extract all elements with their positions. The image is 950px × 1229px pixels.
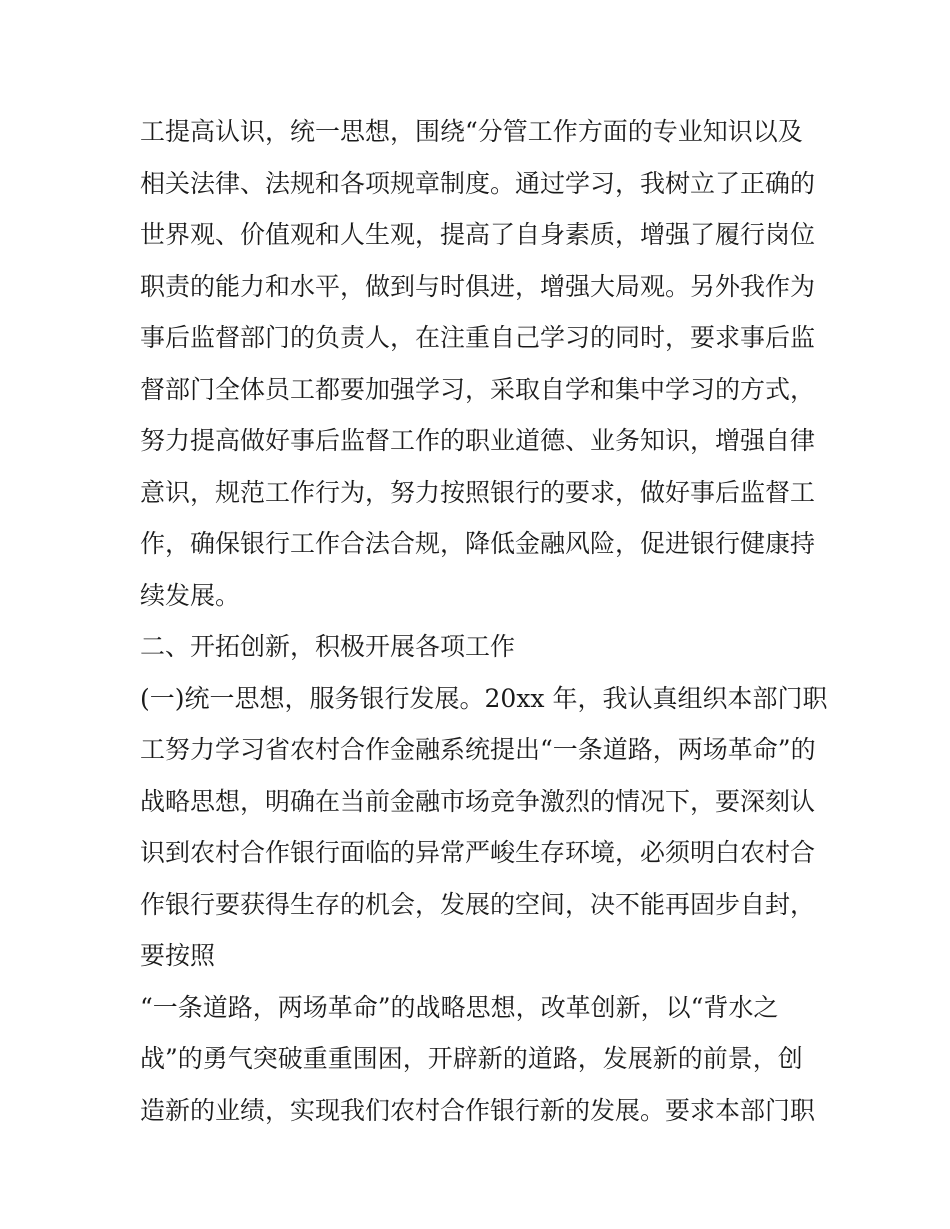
text-line: (一)统一思想，服务银行发展。20xx 年，我认真组织本部门职 bbox=[140, 683, 828, 713]
text-line: 造新的业绩，实现我们农村合作银行新的发展。要求本部门职 bbox=[140, 1095, 816, 1125]
text-line: 续发展。 bbox=[140, 580, 241, 610]
text-line: 工努力学习省农村合作金融系统提出“一条道路，两场革命”的 bbox=[140, 735, 816, 764]
section-heading: 二、开拓创新，积极开展各项工作 bbox=[140, 632, 516, 661]
text-line: 相关法律、法规和各项规章制度。通过学习，我树立了正确的 bbox=[140, 168, 816, 198]
text-line: 意识，规范工作行为，努力按照银行的要求，做好事后监督工 bbox=[140, 477, 816, 507]
text-line: 战”的勇气突破重重围困，开辟新的道路，发展新的前景，创 bbox=[140, 1044, 803, 1073]
text-line: “一条道路，两场革命”的战略思想，改革创新，以“背水之 bbox=[140, 992, 779, 1022]
text-line: 工提高认识，统一思想，围绕“分管工作方面的专业知识以及 bbox=[140, 117, 803, 146]
text-line: 督部门全体员工都要加强学习，采取自学和集中学习的方式， bbox=[140, 374, 816, 404]
text-line: 事后监督部门的负责人，在注重自己学习的同时，要求事后监 bbox=[140, 323, 816, 352]
text-line: 职责的能力和水平，做到与时俱进，增强大局观。另外我作为 bbox=[140, 271, 816, 301]
text-line: 要按照 bbox=[140, 941, 216, 970]
text-line: 作银行要获得生存的机会，发展的空间，决不能再固步自封， bbox=[140, 889, 816, 919]
text-line: 战略思想，明确在当前金融市场竞争激烈的情况下，要深刻认 bbox=[140, 786, 816, 816]
body-text bbox=[140, 106, 830, 1136]
text-line: 识到农村合作银行面临的异常严峻生存环境，必须明白农村合 bbox=[140, 838, 816, 867]
text-line: 作，确保银行工作合法合规，降低金融风险，促进银行健康持 bbox=[140, 529, 816, 558]
text-line: 世界观、价值观和人生观，提高了自身素质，增强了履行岗位 bbox=[140, 220, 816, 249]
text-line: 努力提高做好事后监督工作的职业道德、业务知识，增强自律 bbox=[140, 426, 816, 455]
